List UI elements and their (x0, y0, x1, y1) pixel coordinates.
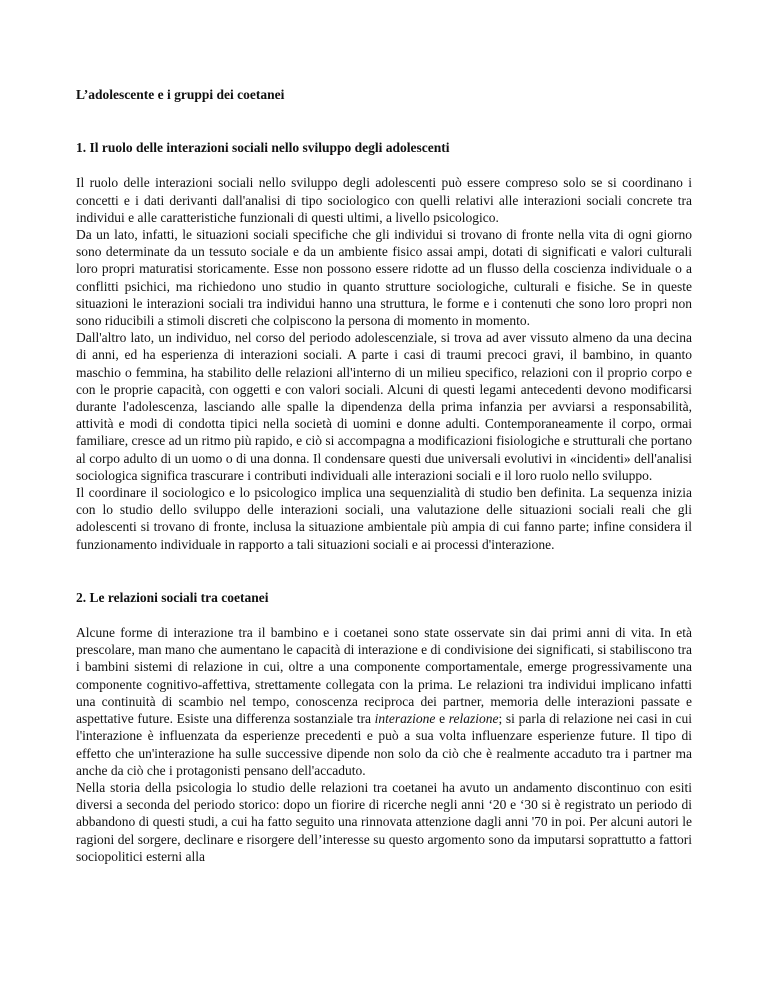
section-2-paragraph-2: Nella storia della psicologia lo studio delle relazioni tra coetanei ha avuto un andamento discontinuo con esiti diversi a seconda del periodo storico: dopo un fiorire di ricerche negli anni ‘20 e ‘30 si è registrato un periodo di abbandono di questi studi, a cui ha fatto seguito una rinnovata attenzione dagli anni '70 in poi. Per alcuni autori le ragioni del sorgere, declinare e risorgere dell’interesse su questo argomento sono da imputarsi soprattutto a fattori sociopolitici esterni alla (76, 779, 692, 864)
section-1-paragraph-3: Dall'altro lato, un individuo, nel corso del periodo adolescenziale, si trova ad aver vissuto almeno da una decina di anni, ed ha esperienza di interazioni sociali. A parte i casi di traumi precoci gravi, il bambino, in quanto maschio o femmina, ha stabilito delle relazioni all'interno di un milieu specifico, relazioni con il proprio corpo e con le proprie capacità, con oggetti e con valori sociali. Alcuni di questi legami antecedenti devono modificarsi durante l'adolescenza, lasciando alle spalle la dipendenza della prima infanzia per avviarsi a responsabilità, attività e modi di condotta tipici nella società di uomini e donne adulti. Contemporaneamente il corpo, ormai familiare, cresce ad un ritmo più rapido, e ciò si accompagna a modificazioni fisiologiche e strutturali che portano al corpo adulto di un uomo o di una donna. Il condensare questi due universali evolutivi in «incidenti» dell'analisi sociologica significa trascurare i contributi individuali alle interazioni sociali e il loro ruolo nello sviluppo. (76, 330, 692, 483)
section-1-heading: 1. Il ruolo delle interazioni sociali nello sviluppo degli adolescenti (76, 140, 450, 156)
section-2-paragraph-1 (76, 624, 692, 779)
section-1 (76, 139, 692, 553)
paragraph-text: ; si parla di relazione nei casi in cui l'interazione è influenzata da esperienze precedenti e può a sua volta influenzare esperienze future. Il tipo di effetto che un'interazione ha sulle successive dipende non solo da ciò che è realmente accaduto tra i partner ma anche da ciò che i protagonisti pensano dell'accaduto. (76, 711, 692, 778)
document-page (76, 86, 692, 901)
paragraph-text: e (435, 711, 449, 727)
section-1-paragraph-1: Il ruolo delle interazioni sociali nello sviluppo degli adolescenti può essere compreso solo se si coordinano i concetti e i dati derivanti dall'analisi di tipo sociologico con quelli relativi alle interazioni sociali concrete tra individui e alle caratteristiche funzionali di questi ultimi, a livello psicologico. (76, 175, 692, 225)
paragraph-text: Alcune forme di interazione tra il bambino e i coetanei sono state osservate sin dai primi anni di vita. In età prescolare, man mano che aumentano le capacità di interazione e di condivisione dei significati, si stabiliscono tra i bambini sistemi di relazione in cui, oltre a una componente comportamentale, emerge progressivamente una componente cognitivo-affettiva, strettamente collegata con la prima. Le relazioni tra individui implicano infatti una continuità di scambio nel tempo, conoscenza reciproca dei partner, memoria delle interazioni passate e aspettative future. Esiste una differenza sostanziale tra (76, 625, 692, 727)
document-title: L’adolescente e i gruppi dei coetanei (76, 87, 285, 102)
section-1-paragraph-2: Da un lato, infatti, le situazioni sociali specifiche che gli individui si trovano di fronte nella vita di ogni giorno sono determinate da un tessuto sociale e da un ambiente fisico assai ampi, dotati di significati e valori culturali loro propri maturatisi storicamente. Esse non possono essere ridotte ad un flusso della coscienza individuale o a conflitti psichici, ma richiedono uno studio in quanto strutture sociologiche, culturali e fisiche. Se in queste situazioni le interazioni sociali tra individui hanno una struttura, le forme e i contenuti che sono loro propri non sono riducibili a stimoli discreti che colpiscono la persona di momento in momento. (76, 227, 692, 329)
section-2-heading: 2. Le relazioni sociali tra coetanei (76, 589, 269, 605)
italic-term-relazione: relazione (448, 711, 499, 727)
italic-term-interazione: interazione (374, 711, 436, 727)
section-1-paragraph-4: Il coordinare il sociologico e lo psicologico implica una sequenzialità di studio ben definita. La sequenza inizia con lo studio dello sviluppo delle interazioni sociali, una valutazione delle situazioni sociali reali che gli adolescenti si trovano di fronte, inclusa la situazione ambientale più ampia di cui fanno parte; infine considera il funzionamento individuale in rapporto a tali situazioni sociali e ai processi d'interazione. (76, 485, 692, 552)
section-2 (76, 589, 692, 865)
